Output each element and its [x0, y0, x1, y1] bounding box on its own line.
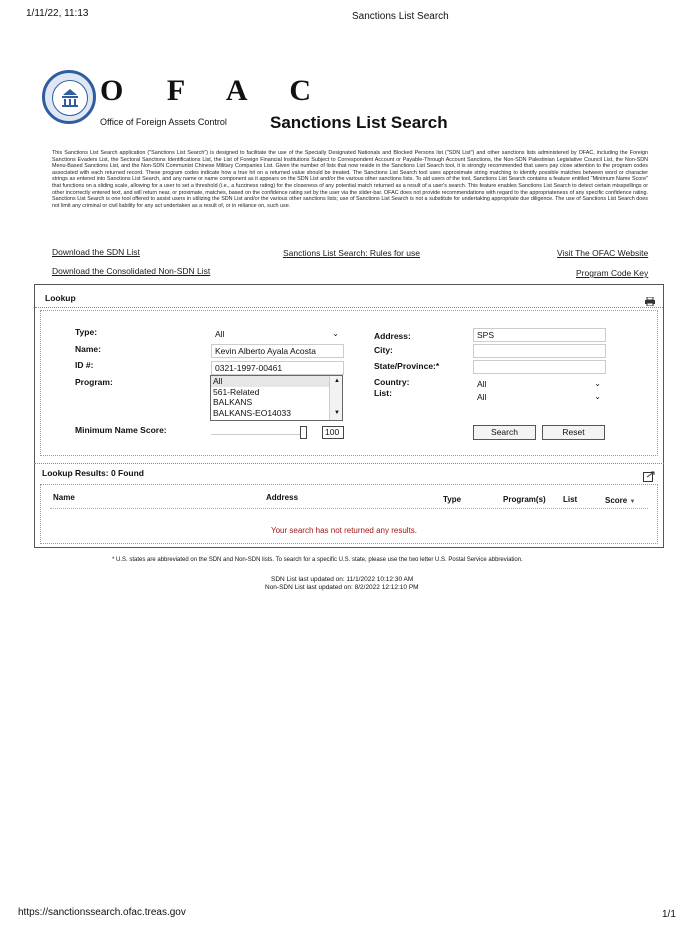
- download-sdn-link[interactable]: Download the SDN List: [52, 247, 140, 257]
- col-type[interactable]: Type: [443, 495, 462, 504]
- city-input[interactable]: [473, 344, 606, 358]
- type-select[interactable]: [211, 327, 344, 340]
- program-label: Program:: [75, 377, 113, 387]
- results-table: [40, 484, 658, 544]
- col-name[interactable]: Name: [53, 493, 75, 502]
- sdn-updated: SDN List last updated on: 11/1/2022 10:12:30 AM: [271, 576, 414, 583]
- country-select[interactable]: [473, 377, 606, 389]
- program-option[interactable]: 561-Related: [213, 386, 260, 397]
- ofac-logo-subtitle: Office of Foreign Assets Control: [100, 117, 227, 127]
- state-input[interactable]: [473, 360, 606, 374]
- non-sdn-updated: Non-SDN List last updated on: 8/2/2022 12:12:10 PM: [265, 584, 419, 591]
- program-option[interactable]: BALKANS: [213, 397, 253, 407]
- list-select-value: All: [477, 392, 487, 402]
- lookup-header: [35, 285, 663, 308]
- download-consolidated-link[interactable]: Download the Consolidated Non-SDN List: [52, 266, 211, 276]
- rules-link[interactable]: Sanctions List Search: Rules for use: [283, 248, 421, 258]
- state-footnote: * U.S. states are abbreviated on the SDN and Non-SDN lists. To search for a specific U.S. state, please use the two letter U.S. Postal Service abbreviation.: [112, 557, 523, 563]
- program-option[interactable]: BALKANS-EO14033: [213, 407, 291, 418]
- country-select-value: All: [477, 379, 487, 389]
- id-label: ID #:: [75, 360, 94, 370]
- chevron-down-icon: ⌄: [594, 379, 601, 388]
- address-input[interactable]: SPS: [473, 328, 606, 342]
- intro-paragraph: This Sanctions List Search application ("Sanctions List Search") is designed to facilitate the use of the Specially Designated Nationals and Blocked Persons list ("SDN List") and other sanctions lists administered by OFAC, including the Foreign Sanctions Evaders List, the Sectoral Sanctions Identifications List, the List of Foreign Financial Institutions Subject to Correspondent Account or Payable-Through Account Sanctions, the Non-SDN Palestinian Legislative Council List, the Non-SDN Menu-Based Sanctions List, and the Non-SDN Communist Chinese Military Companies List. Given the number of lists that now reside in the Sanctions List Search tool, it is strongly recommended that users pay close attention to the program codes associated with each returned record. These program codes indicate how a true hit on a returned value should be treated. The Sanctions List Search tool uses approximate string matching to identify possible matches between word or character strings as entered into Sanctions List Search, and any name or name component as it appears on the SDN List and/or the various other sanctions lists. To aid users of the tool, Sanctions List Search contains a feature entitled "Minimum Name Score" that functions on a sliding scale, allowing for a user to set a threshold (i.e., a fuzziness rating) for the closeness of any potential match returned as a result of a user's search. This feature enables Sanctions List Search to detect certain misspellings or other incorrectly entered text, and will return near, or proximate, matches, based on the confidence rating set by the user via the slider-bar. OFAC does not provide recommendations with regard to the appropriateness of any specific confidence rating. Sanctions List Search is one tool offered to assist users in utilizing the SDN List and/or the various other sanctions lists; use of Sanctions List Search is not a substitute for undertaking appropriate due diligence. The use of Sanctions List Search does not limit any criminal or civil liability for any act undertaken as a result of, or in reliance on, such use.: [52, 150, 648, 209]
- print-icon[interactable]: [645, 293, 655, 311]
- print-url: https://sanctionssearch.ofac.treas.gov: [18, 907, 186, 918]
- min-score-label: Minimum Name Score:: [75, 425, 167, 435]
- program-code-key-link[interactable]: Program Code Key: [576, 268, 649, 278]
- lookup-heading: Lookup: [45, 293, 76, 303]
- print-page-title: Sanctions List Search: [352, 11, 449, 22]
- search-button[interactable]: Search: [473, 425, 536, 440]
- address-label: Address:: [374, 331, 411, 341]
- col-programs[interactable]: Program(s): [503, 495, 546, 504]
- name-label: Name:: [75, 344, 101, 354]
- visit-ofac-link[interactable]: Visit The OFAC Website: [557, 248, 649, 258]
- col-score[interactable]: [605, 496, 635, 505]
- no-results-message: Your search has not returned any results.: [271, 526, 418, 535]
- treasury-seal-icon: [42, 70, 96, 124]
- min-score-input[interactable]: 100: [322, 426, 344, 439]
- program-scrollbar[interactable]: ▲ ▼: [329, 376, 342, 420]
- print-page-number: 1/1: [662, 909, 676, 920]
- country-label: Country:: [374, 377, 410, 387]
- sort-down-icon: ▼: [629, 499, 636, 505]
- type-select-value: All: [215, 329, 225, 339]
- list-label: List:: [374, 388, 392, 398]
- col-list[interactable]: List: [563, 495, 578, 504]
- results-divider: [34, 463, 664, 465]
- state-label: State/Province:*: [374, 361, 440, 371]
- program-option[interactable]: All: [211, 376, 342, 387]
- name-input[interactable]: Kevin Alberto Ayala Acosta: [211, 344, 344, 358]
- results-heading: Lookup Results: 0 Found: [42, 468, 144, 478]
- col-score-label: Score: [605, 496, 628, 505]
- chevron-down-icon: ⌄: [594, 392, 601, 401]
- results-header-divider: [50, 508, 648, 510]
- reset-button[interactable]: Reset: [542, 425, 605, 440]
- list-select[interactable]: [473, 390, 606, 402]
- ofac-logo-text: O F A C: [100, 74, 330, 107]
- print-datetime: 1/11/22, 11:13: [26, 8, 89, 19]
- chevron-down-icon: ⌄: [332, 329, 339, 338]
- min-score-track: [211, 434, 306, 435]
- city-label: City:: [374, 345, 393, 355]
- col-address[interactable]: Address: [266, 493, 299, 502]
- type-label: Type:: [75, 327, 98, 337]
- program-listbox[interactable]: [210, 375, 343, 421]
- page-title: Sanctions List Search: [270, 113, 448, 132]
- min-score-slider-handle[interactable]: [300, 426, 307, 439]
- id-input[interactable]: 0321-1997-00461: [211, 361, 344, 375]
